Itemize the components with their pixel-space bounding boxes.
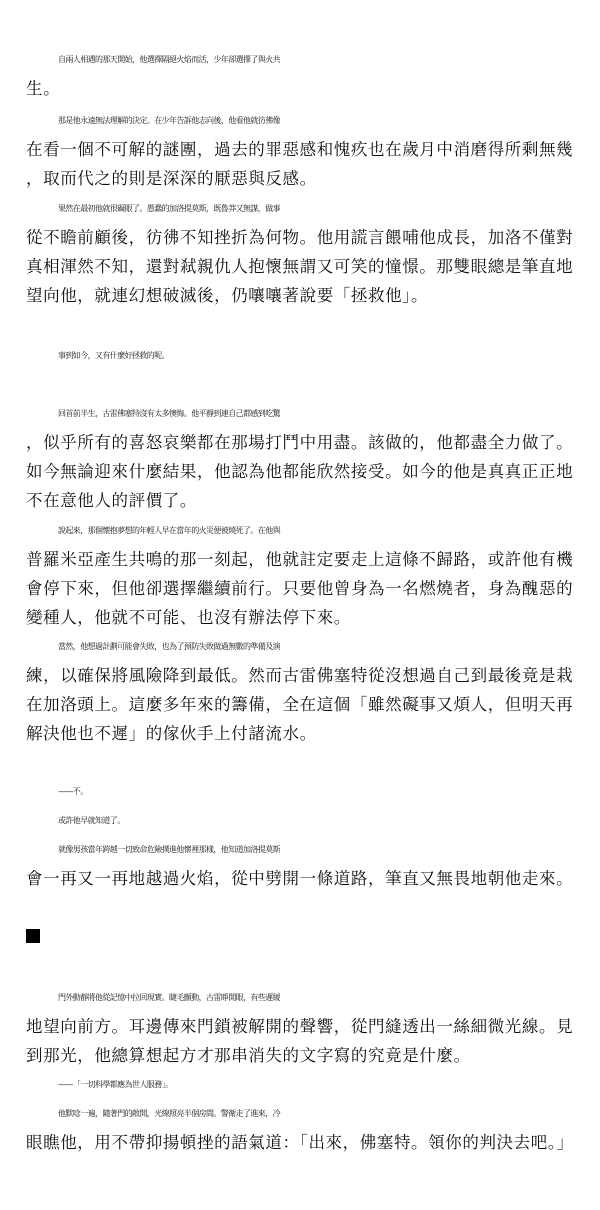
section-2-paragraph-3-line-1: 他默唸一遍，隨著門的敞開，光線照亮半個房間。警衛走了進來，冷 [58, 1109, 280, 1118]
paragraph-7-line-4: 解決他也不遲」的傢伙手上付諸流水。 [26, 724, 317, 743]
paragraph-1-line-1: 自兩人相遇的那天開始，他選擇隔絕火焰而活，少年卻選擇了與火共 [58, 55, 280, 64]
paragraph-3-line-2: 從不瞻前顧後，彷彿不知挫折為何物。他用謊言餵哺他成長，加洛不僅對 [26, 228, 574, 247]
paragraph-9-line-1: 或許他早就知道了。 [58, 816, 125, 825]
section-2-paragraph-2-line-1: ——「一切科學都應為世人服務」。 [58, 1080, 173, 1089]
paragraph-8-line-1: ——不。 [58, 787, 88, 796]
scene-separator-symbol: ■ [26, 926, 42, 945]
paragraph-6-line-1: 說起來，那個懷抱夢想的年輕人早在當年的火災便被燒死了。在他與 [58, 526, 280, 535]
paragraph-6-line-4: 變種人，他就不可能、也沒有辦法停下來。 [26, 608, 351, 627]
paragraph-5-line-1: 回首前半生，古雷佛塞特沒有太多懊悔。他平靜到連自己都感到吃驚 [58, 409, 280, 418]
paragraph-7-line-1: 當然，他想過計劃可能會失敗，也為了預防失敗做過無數的準備及演 [58, 642, 280, 651]
paragraph-6-line-2: 普羅米亞產生共鳴的那一刻起，他就註定要走上這條不歸路，或許他有機 [26, 550, 574, 569]
paragraph-7-line-3: 在加洛頭上。這麼多年來的籌備，全在這個「雖然礙事又煩人，但明天再 [26, 695, 574, 714]
paragraph-2-line-1: 那是他永遠無法理解的決定。在少年告訴他志向後，他看他就彷彿像 [58, 116, 280, 125]
section-2-paragraph-1-line-1: 門外動靜將他從記憶中拉回現實。睫毛顫動，古雷睜開眼，有些遲緩 [58, 993, 280, 1002]
section-2-paragraph-1-line-3: 到那光，他總算想起方才那串消失的文字寫的究竟是什麼。 [26, 1046, 471, 1065]
section-2-paragraph-3-line-2: 眼瞧他，用不帶抑揚頓挫的語氣道：「出來，佛塞特。領你的判決去吧。」 [26, 1133, 574, 1152]
section-2-paragraph-1-line-2: 地望向前方。耳邊傳來門鎖被解開的聲響，從門縫透出一絲細微光線。見 [26, 1017, 574, 1036]
paragraph-5-line-3: 如今無論迎來什麼結果，他認為他都能欣然接受。如今的他是真真正正地 [26, 462, 574, 481]
paragraph-2-line-3: ，取而代之的則是深深的厭惡與反感。 [26, 169, 317, 188]
paragraph-3-line-3: 真相渾然不知，還對弒親仇人抱懷無謂又可笑的憧憬。那雙眼總是筆直地 [26, 257, 574, 276]
paragraph-5-line-2: ，似乎所有的喜怒哀樂都在那場打鬥中用盡。該做的，他都盡全力做了。 [26, 433, 574, 452]
paragraph-4-line-1: 事到如今，又有什麼好拯救的呢。 [58, 351, 169, 360]
paragraph-3-line-4: 望向他，就連幻想破滅後，仍嚷嚷著說要「拯救他」。 [26, 286, 429, 305]
paragraph-10-line-2: 會一再又一再地越過火焰，從中劈開一條道路，筆直又無畏地朝他走來。 [26, 869, 574, 888]
paragraph-7-line-2: 練，以確保將風險降到最低。然而古雷佛塞特從沒想過自己到最後竟是栽 [26, 666, 574, 685]
paragraph-3-line-1: 果然在最初他就很礙眼了。愚蠢的加洛提莫斯，既魯莽又無謀，做事 [58, 204, 280, 213]
paragraph-1-line-2: 生。 [26, 79, 61, 98]
paragraph-10-line-1: 就像男孩當年跨越一切致命危險撲進他懷裡那樣，他知道加洛提莫斯 [58, 845, 280, 854]
paragraph-2-line-2: 在看一個不可解的謎團，過去的罪惡感和愧疚也在歲月中消磨得所剩無幾 [26, 140, 574, 159]
paragraph-6-line-3: 會停下來，但他卻選擇繼續前行。只要他曾身為一名燃燒者，身為醜惡的 [26, 579, 574, 598]
paragraph-5-line-4: 不在意他人的評價了。 [26, 491, 197, 510]
